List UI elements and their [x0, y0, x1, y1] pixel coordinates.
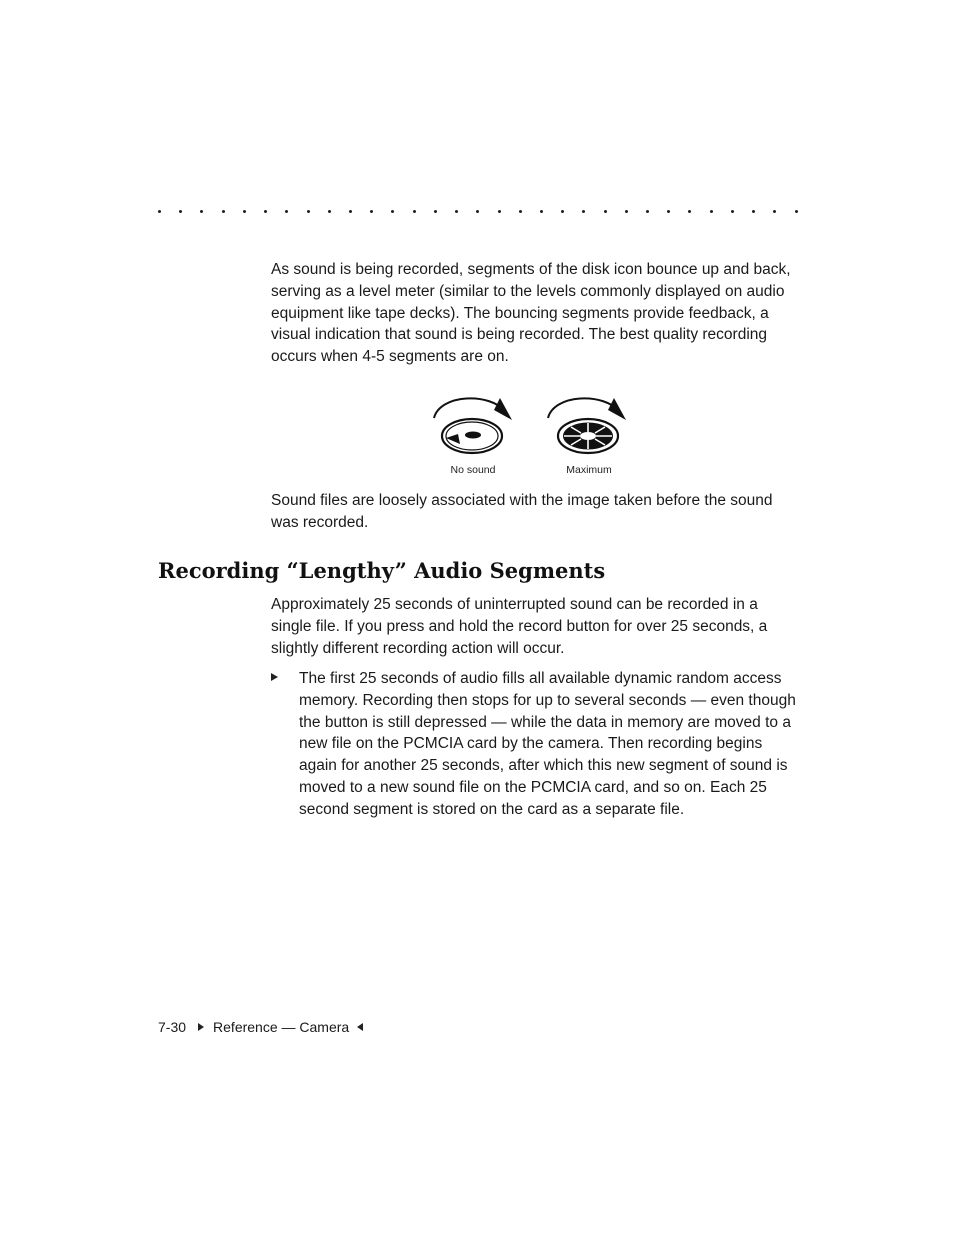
disk-icon-illustration [420, 390, 650, 462]
bullet-text: The first 25 seconds of audio fills all available dynamic random access memory. Recording then stops for up to several seconds — even though the button is still depressed — while the data in memory are moved to a new file on the PCMCIA card by the camera. Then recording begins again for another 25 seconds, after which this new segment of sound is moved to a new sound file on the PCMCIA card, and so on. Each 25 second segment is stored on the card as a separate file. [299, 670, 796, 818]
header-dot-rule [158, 203, 798, 219]
intro-paragraph: As sound is being recorded, segments of the disk icon bounce up and back, serving as a level meter (similar to the levels commonly displayed on audio equipment like tape decks). The bouncing segments provide feedback, a visual indication that sound is being recorded. The best quality recording occurs when 4-5 segments are on. [271, 261, 791, 366]
section-paragraph: Approximately 25 seconds of uninterrupted sound can be recorded in a single file. If you press and hold the record button for over 25 seconds, a slightly different recording action will occur. [271, 596, 768, 657]
level-meter-figure [420, 390, 650, 485]
no-sound-disk-icon [434, 398, 512, 453]
section-heading: Recording “Lengthy” Audio Segments [158, 558, 606, 583]
maximum-disk-icon [548, 398, 626, 453]
triangle-right-icon [198, 1023, 204, 1031]
triangle-left-icon [357, 1023, 363, 1031]
page-footer [158, 1017, 363, 1037]
bullet-triangle-icon [271, 673, 278, 681]
caption-no-sound: No sound [450, 464, 496, 476]
footer-section-label: Reference — Camera [213, 1019, 350, 1035]
association-paragraph: Sound files are loosely associated with the image taken before the sound was recorded. [271, 492, 773, 531]
caption-maximum: Maximum [566, 464, 612, 476]
page-number: 7-30 [158, 1019, 187, 1035]
